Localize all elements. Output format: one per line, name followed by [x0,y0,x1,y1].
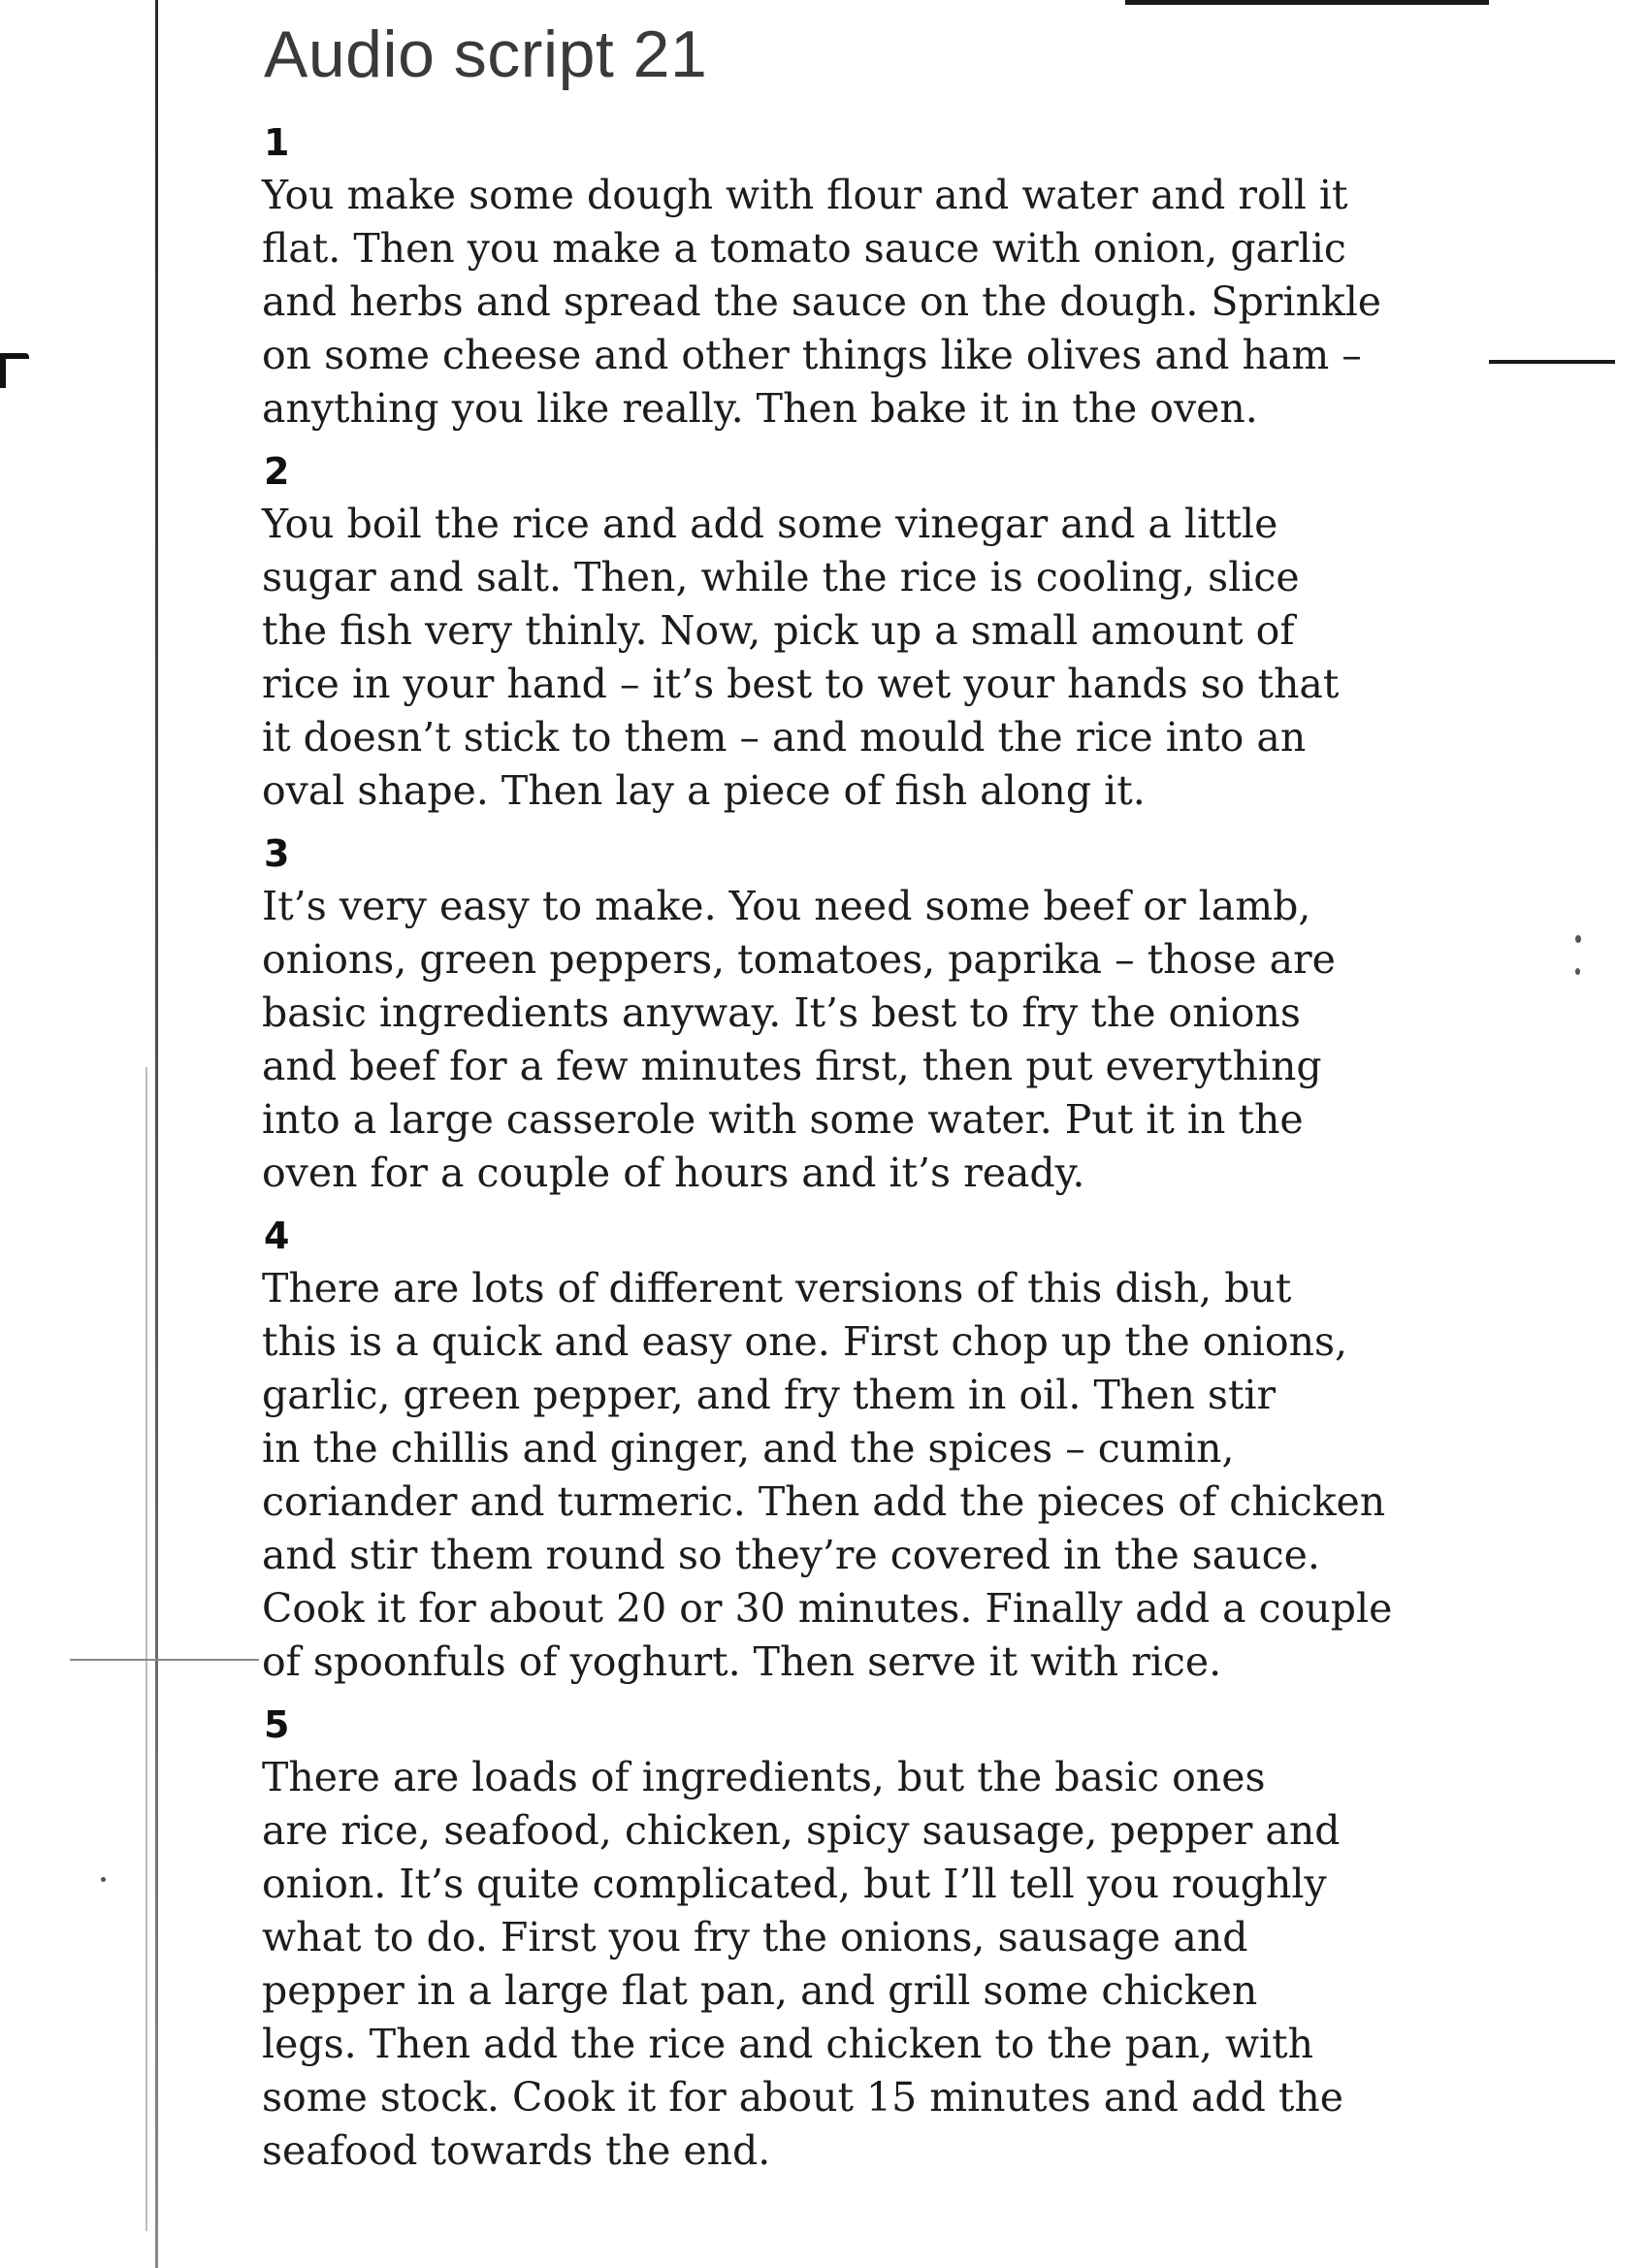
script-section-2 [260,447,1482,818]
left-margin-mark-stem [0,353,6,388]
right-margin-dash [1489,360,1615,364]
section-number: 3 [264,832,290,875]
section-number: 5 [264,1703,290,1746]
section-text: You boil the rice and add some vinegar and a little sugar and salt. Then, while the rice is cooling, slice the fish very thinly. Now, pick up a small amount of rice in your hand – it’s best to wet your hands so that it doesn’t stick to them – and mould the rice into an oval shape. Then lay a piece of fish along it. [262,501,1340,814]
script-section-5 [260,1701,1482,2178]
margin-stray-line [70,1659,259,1661]
section-number: 2 [264,450,290,493]
script-section-1 [260,118,1482,436]
script-section-4 [260,1212,1482,1689]
section-text: There are lots of different versions of this dish, but this is a quick and easy one. First chop up the onions, garlic, green pepper, and fry them in oil. Then stir in the chillis and ginger, and the spices – cumin, coriander and turmeric. Then add the pieces of chicken and stir them round so they’re covered in the sauce. Cook it for about 20 or 30 minutes. Finally add a couple of spoonfuls of yoghurt. Then serve it with rice. [262,1265,1393,1685]
top-rule [1125,0,1489,5]
audio-script-content [260,10,1482,2189]
page-title: Audio script 21 [264,17,708,91]
scan-speck [1575,935,1581,943]
section-text: You make some dough with flour and water and roll it flat. Then you make a tomato sauce with onion, garlic and herbs and spread the sauce on the dough. Sprinkle on some cheese and other things like olives and ham – anything you like really. Then bake it in the oven. [262,172,1382,432]
scan-speck [1575,968,1580,975]
section-number: 4 [264,1215,290,1257]
scan-speck [101,1877,106,1882]
binding-shadow-line [146,1067,147,2231]
binding-edge-line [155,0,158,2268]
script-section-3 [260,829,1482,1200]
section-text: There are loads of ingredients, but the basic ones are rice, seafood, chicken, spicy sausage, pepper and onion. It’s quite complicated, but I’ll tell you roughly what to do. First you fry the onions, sausage and pepper in a large flat pan, and grill some chicken legs. Then add the rice and chicken to the pan, with some stock. Cook it for about 15 minutes and add the seafood towards the end. [262,1754,1344,2174]
section-text: It’s very easy to make. You need some beef or lamb, onions, green peppers, tomatoes, paprika – those are basic ingredients anyway. It’s best to fry the onions and beef for a few minutes first, then put everything into a large casserole with some water. Put it in the oven for a couple of hours and it’s ready. [262,883,1336,1196]
section-number: 1 [264,121,290,164]
